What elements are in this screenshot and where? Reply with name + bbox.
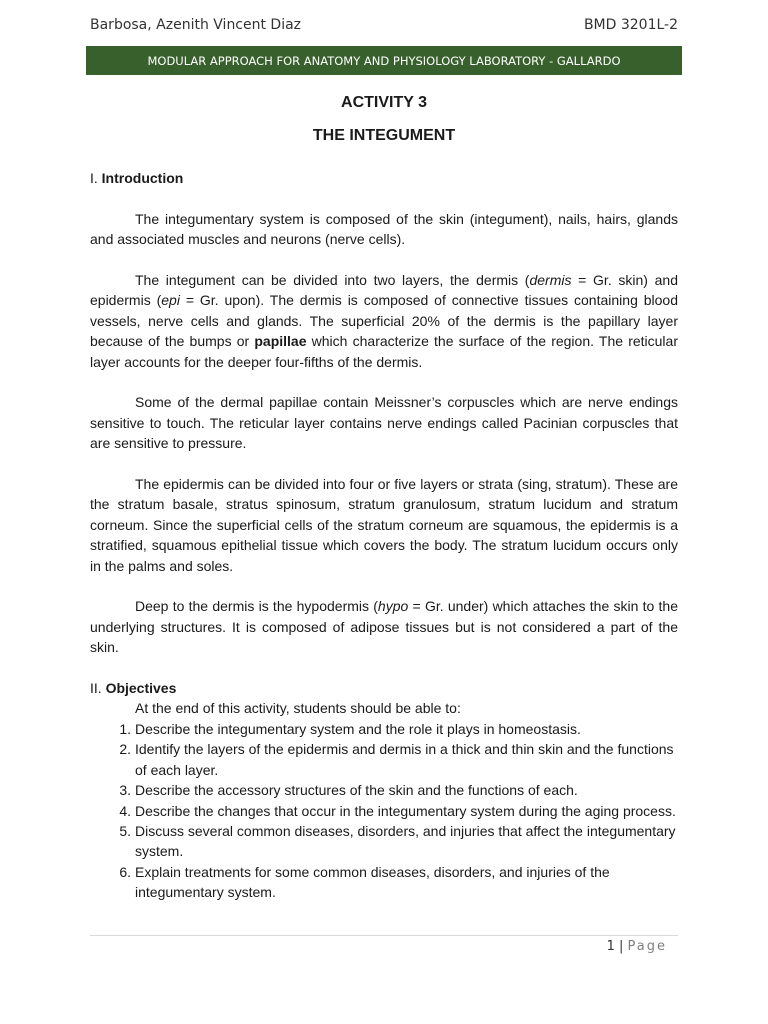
list-item (119, 780, 678, 800)
topic-title: THE INTEGUMENT (312, 127, 456, 144)
list-item-number: 2. (119, 741, 131, 758)
intro-paragraph-3: Some of the dermal papillae contain Meissner’s corpuscles which are nerve endings sensitive to touch. The reticular layer contains nerve endings called Pacinian corpuscles that are sensitive to pressure. (90, 394, 678, 452)
list-item-number: 3. (119, 782, 131, 799)
list-item-text: Discuss several common diseases, disorders, and injuries that affect the integumentary system. (135, 822, 676, 860)
list-item-number: 5. (119, 822, 131, 839)
list-item (119, 821, 678, 862)
section-title: Objectives (105, 680, 177, 697)
intro-paragraph-4: The epidermis can be divided into four or five layers or strata (sing, stratum). These are the stratum basale, stratus spinosum, stratum granulosum, stratum lucidum and stratum corneum. Since the superficial cells of the stratum corneum are squamous, the epidermis is a stratified, squamous epithelial tissue which covers the body. The stratum lucidum occurs only in the palms and soles. (90, 476, 678, 574)
activity-title: ACTIVITY 3 (341, 94, 427, 111)
objectives-lead: At the end of this activity, students should be able to: (135, 700, 461, 717)
page-footer (607, 939, 667, 954)
list-item (119, 739, 678, 780)
list-item-number: 1. (119, 720, 131, 737)
term-hypo: hypo (377, 598, 409, 615)
objectives-list (90, 719, 678, 903)
objectives-heading (90, 678, 678, 698)
list-item-number: 4. (119, 802, 131, 819)
page-number: 1 (606, 939, 615, 954)
footer-divider (90, 935, 678, 936)
introduction-heading (90, 168, 678, 188)
page-label: Page (627, 939, 667, 954)
list-item-text: Describe the changes that occur in the integumentary system during the aging process. (135, 802, 676, 819)
list-item-text: Describe the accessory structures of the skin and the functions of each. (135, 782, 578, 799)
list-item-text: Describe the integumentary system and the role it plays in homeostasis. (135, 720, 581, 737)
section-numeral: II. (90, 680, 106, 697)
term-dermis: dermis (529, 272, 572, 288)
list-item (119, 862, 678, 903)
list-item (119, 719, 678, 739)
intro-paragraph-1: The integumentary system is composed of the skin (integument), nails, hairs, glands and associated muscles and neurons (nerve cells). (90, 210, 678, 248)
banner-text: MODULAR APPROACH FOR ANATOMY AND PHYSIOLOGY LABORATORY - GALLARDO (147, 53, 621, 68)
footer-separator: | (614, 939, 628, 954)
intro-paragraph-5: Deep to the dermis is the hypodermis (hypo = Gr. under) which attaches the skin to the underlying structures. It is composed of adipose tissues but is not considered a part of the skin. (90, 598, 678, 656)
term-papillae: papillae (254, 333, 307, 350)
list-item-text: Identify the layers of the epidermis and dermis in a thick and thin skin and the functions of each layer. (135, 741, 674, 778)
page-header (90, 17, 678, 33)
document-body (90, 168, 678, 903)
module-banner (86, 46, 682, 75)
list-item (119, 801, 678, 821)
author-name: Barbosa, Azenith Vincent Diaz (90, 17, 302, 33)
list-item-number: 6. (119, 863, 131, 880)
term-epi: epi (161, 292, 180, 309)
list-item-text: Explain treatments for some common diseases, disorders, and injuries of the integumentary system. (135, 863, 610, 901)
section-numeral: I. (90, 170, 102, 186)
course-code: BMD 3201L-2 (583, 17, 678, 33)
intro-paragraph-2: The integument can be divided into two layers, the dermis (dermis = Gr. skin) and epidermis (epi = Gr. upon). The dermis is composed of connective tissues containing blood vessels, nerve cells and glands. The superficial 20% of the dermis is the papillary layer because of the bumps or papillae which characterize the surface of the region. The reticular layer accounts for the deeper four-fifths of the dermis. (90, 272, 678, 370)
section-title: Introduction (101, 170, 184, 186)
